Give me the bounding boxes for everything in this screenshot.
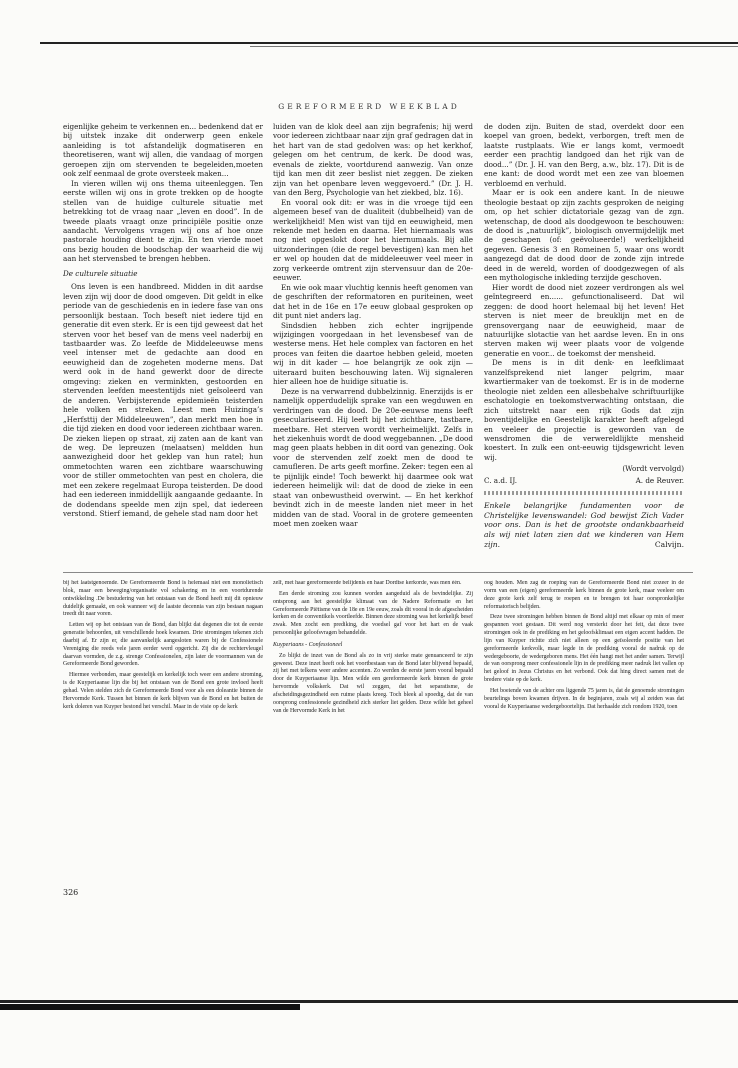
paragraph: En vooral ook dit: er was in die vroege tijd een algemeen besef van de dualiteit (dubbelheid) van de werkelijkheid! Men wist van tijd en eeuwigheid, men rekende met heden en daarna. Het hiernamaals was nog niet opgeslokt door het hiernumaals. Bij alle uitzonderingen (die de regel bevestigen) kan men het er wel op houden dat de middeleeuwer veel meer in zorg verkeerde omtrent zijn stervensuur dan de 20e-eeuwer.: [273, 197, 473, 283]
paragraph: In vieren willen wij ons thema uiteenleggen. Ten eerste willen wij ons in grote trekken op de hoogte stellen van de huidige culturele situatie met betrekking tot de vraag naar „leven en dood”. In de tweede plaats vraagt onze principiële positie onze aandacht. Vervolgens vragen wij ons af hoe onze pastorale houding dient te zijn. En ten vierde moet ons bezig houden de boodschap der waarheid die wij aan het stervensbed te brengen hebben.: [63, 178, 263, 264]
paragraph: Hiermee verbonden, maar geestelijk en kerkelijk toch weer een andere stroming, is de Kuyperiaanse lijn die bij het ontstaan van de Bond een grote invloed heeft gehad. Velen stelden zich de Gereformeerde Bond voor als een doleantie binnen de Hervormde Kerk. Tussen het binnen de kerk blijven van de Bond en het buiten de kerk doleren van Kuyper bestond het verschil. Maar in de visie op de kerk: [63, 672, 263, 710]
calvin-quote: [484, 501, 684, 549]
paragraph: Hier wordt de dood niet zozeer verdrongen als wel geïntegreerd en...... gefunctionaliseerd. Dat wil zeggen: de dood hoort helemaal bij het leven! Het sterven is niet meer de breuklijn met en de grensovergang naar de eeuwigheid, maar de natuurlijke slotactie van het aardse leven. En in ons sterven maken wij weer plaats voor de volgende generatie en voor... de toekomst der mensheid.: [484, 282, 684, 358]
paragraph: Het boeiende van de achter ons liggende 75 jaren is, dat de genoemde stromingen beurtelings boven kwamen drijven. In de beginjaren, zoals wij al zeiden was dat vooral de Kuyperiaanse wedergeboortelijn. Dat herhaalde zich rondom 1920, toen: [484, 687, 684, 710]
section-heading: De culturele situatie: [63, 268, 138, 278]
signature-row: [484, 476, 684, 485]
to-be-continued: (Wordt vervolgd): [622, 464, 684, 474]
scan-edge-bottom: [0, 1000, 738, 1003]
paragraph: zelf, met haar gereformeerde belijdenis en haar Dordtse kerkorde, was men één.: [273, 580, 462, 586]
scan-edge-top: [40, 42, 738, 44]
paragraph: En wie ook maar vluchtig kennis heeft genomen van de geschriften der reformatoren en puriteinen, weet dat het in de 16e en 17e eeuw globaal gesproken op dit punt niet anders lag.: [273, 282, 473, 321]
article-column-3: [484, 122, 684, 567]
paragraph: luiden van de klok deel aan zijn begrafenis; hij werd voor iedereen zichtbaar naar zijn graf gedragen dat in het hart van de stad gedolven was: op het kerkhof, gelegen om het centrum, de kerk. De dood was, evenals de ziekte, voortdurend aanwezig. Van onze tijd kan men dit zeer beslist niet zeggen. De zieken zijn van het openbare leven weggevoerd.” (Dr. J. H. van den Berg, Psychologie van het ziekbed, blz. 16).: [273, 122, 473, 198]
paragraph: De mens is in dit denk- en leefklimaat vanzelfsprekend niet langer pelgrim, maar kwartiermaker van de toekomst. Er is in de moderne theologie niet zelden een allesbehalve schriftuurlijke eschatologie en toekomstverwachting ontstaan, die zich uitstrekt naar een rijk Gods dat zijn boventijdelijke en Geestelijk karakter heeft afgelegd en veeleer de projectie is geworden van de wensdromen die de verwereldlijkte mensheid koestert. In zulk een ont-eeuwig tijdsgewricht leven wij.: [484, 358, 684, 462]
section-heading: Kuyperiaans - Confessioneel: [273, 641, 343, 648]
paragraph: oog houden. Men zag de roeping van de Gereformeerde Bond niet zozeer in de vorm van een (eigen) gereformeerde kerk binnen de grote kerk, maar veeleer om deze grote kerk zelf terug te roepen en te brengen tot haar oorspronkelijke reformatorisch belijden.: [484, 580, 684, 610]
lower-column-2: [273, 580, 473, 840]
signature-initials: C. a.d. IJ.: [484, 475, 517, 485]
paragraph: Ons leven is een handbreed. Midden in dit aardse leven zijn wij door de dood omgeven. Dit geldt in elke periode van de geschiedenis en in iedere fase van ons persoonlijk bestaan. Toch beseft niet iedere tijd en generatie dit even sterk. Er is een tijd geweest dat het sterven voor het besef van de mens veel naderbij en tastbaarder was. Zo leefde de Middeleeuwse mens veel intenser met de gedachte aan dood en eeuwigheid dan de zogeheten moderne mens. Dat werd ook in de hand gewerkt door de directe omgeving: zieken en verminkten, gestoorden en stervenden leefden meestentijds niet geïsoleerd van de anderen. Verbijsterende epidemieën teisterden hele volken en streken. Leest men Huizinga’s „Herfsttij der Middeleeuwen”, dan merkt men hoe in die tijd zieken en dood voor iedereen zichtbaar waren. De zieken liepen op straat, zij zaten aan de kant van de weg. De lepreuzen (melaatsen) meldden hun aanwezigheid door het geklep van hun ratel; hun ommetochten waren een zichtbare waarschuwing voor de stiller ommetochten van pest en cholera, die met een zekere regelmaat Europa teisterden. De dood had een iedereen inmiddellijk aangaande gedaante. In de dodendans speelde men zijn spel, dat iedereen verstond. Stierf iemand, de gehele stad nam door het: [63, 282, 263, 519]
paragraph: Zo blijkt de inzet van de Bond als zo in vrij sterke mate genuanceerd te zijn geweest. Deze inzet heeft ook het voortbestaan van de Bond later blijvend bepaald, zij het met telkens weer andere accenten. Zo werden de eerste jaren vooral bepaald door de Kuyperiaanse lijn. Men wilde een gereformeerde kerk binnen de grote hervormde volkskerk. Dat wil zeggen, dat het separatisme, de afscheidingsgezindheid een ruime plaats kreeg. Toch bleek al spoedig, dat de van oorsprong confessionele gezindheid zich sterker liet gelden. Deze wilde het geheel van de Hervormde Kerk in het: [273, 652, 473, 714]
paragraph: Deze is na verwarrend dubbelzinnig. Enerzijds is er namelijk opperdudelijk sprake van een wegduwen en verdringen van de dood. De 20e-eeuwse mens leeft geseculariseerd. Hij leeft bij het zichtbare, tastbare, meetbare. Het sterven wordt verheimelijkt. Zelfs in het ziekenhuis wordt de dood weggebannen. „De dood mag geen plaats hebben in dit oord van genezing. Ook voor de stervenden zelf zoekt men de dood te camufleren. De arts geeft morfine. Zeker: tegen een al te pijnlijk einde! Toch bewerkt hij daarmee ook wat iedereen heimelijk wil: dat de dood de zieke in een staat van onbewustheid overwint. — En het kerkhof bevindt zich in de meeste landen niet meer in het midden van de stad. Vooral in de grotere gemeenten moet men zoeken waar: [273, 386, 473, 529]
running-header: GEREFORMEERD WEEKBLAD: [278, 102, 460, 111]
scan-edge-bottom-shadow: [0, 1004, 300, 1010]
lower-column-3: [484, 580, 684, 840]
scan-edge-top-secondary: [250, 46, 738, 47]
paragraph: Een derde stroming zou kunnen worden aangeduid als de bevindelijke. Zij ontsprong aan het geestelijke klimaat van de Nadere Reformatie en het Gereformeerde Piëtisme van de 18e en 19e eeuw, zoals dit vooral in de afgescheiden kerken en de conventikels voortleefde. Binnen deze stroming was het kerkelijk besef zwak. Men zocht een prediking, die voedsel gaf voor het hart en de vaak persoonlijke geloofsvragen behandelde.: [273, 590, 473, 637]
signature-author: A. de Reuver.: [635, 475, 684, 485]
paragraph: de doden zijn. Buiten de stad, overdekt door een koepel van groen, bedekt, verborgen, treft men de laatste rustplaats. Wie er langs komt, vermoedt eerder een prachtig landgoed dan het rijk van de dood...” (Dr. J. H. van den Berg, a.w., blz. 17). Dit is de ene kant: de dood wordt met een zee van bloemen verbloemd en verhuld.: [484, 122, 684, 188]
paragraph: Deze twee stromingen hebben binnen de Bond altijd met elkaar op min of meer gespannen voet gestaan. Dit werd nog versterkt door het feit, dat deze twee stromingen ook in de prediking en het geloofsklimaat een eigen accent hadden. De lijn van Kuyper richtte zich niet alleen op een geïsoleerde positie van het gereformeerde kerkvolk, maar legde in de prediking vooral de nadruk op de wedergeboorte, de wedergeboren mens. Het één hangt met het ander samen. Terwijl de van oorsprong meer confessionele lijn in de prediking meer nadruk liet vallen op het geloof in Jezus Christus en het verbond. Ook dat hing direct samen met de bredere visie op de kerk.: [484, 614, 684, 684]
section-divider: [63, 572, 693, 573]
quote-text: Enkele belangrijke fundamenten voor de Christelijke levenswandel: God bewijst Zich Vader voor ons. Dan is het de grootste ondankbaarheid als wij niet laten zien dat we kinderen van Hem zijn.: [484, 501, 684, 549]
paragraph: eigenlijke geheim te verkennen en... bedenkend dat er bij uitstek inzake dit onderwerp geen enkele aanleiding is tot afstandelijk dogmatiseren en theoretiseren, want wij allen, die vandaag of morgen geroepen zijn om stervenden te begeleiden,moeten ook zelf eenmaal de grote oversteek maken...: [63, 122, 263, 179]
lower-column-1: [63, 580, 263, 840]
article-column-2: [273, 122, 473, 567]
wavy-separator: [484, 491, 684, 495]
article-column-1: [63, 122, 263, 567]
paragraph: Letten wij op het ontstaan van de Bond, dan blijkt dat degenen die tot de eerste generatie behoorden, uit verschillende hoek kwamen. Drie stromingen tekenen zich daarbij af. Er zijn er, die aanvankelijk aangesloten waren bij de Confessionele Vereniging die reeds vele jaren eerder werd opgericht. Zij die de rechtervleugel daarvan vormden, de z.g. strenge Confessionelen, zijn later de voormannen van de Gereformeerde Bond geworden.: [63, 622, 263, 668]
quote-author: Calvijn.: [654, 539, 684, 549]
paragraph: Sindsdien hebben zich echter ingrijpende wijzigingen voorgedaan in het levensbesef van de westerse mens. Het hele complex van factoren en het proces van feiten die daartoe hebben geleid, moeten wij in dit kader — hoe belangrijk ze ook zijn — uiteraard buiten beschouwing laten. Wij signaleren hier alleen hoe de huidige situatie is.: [273, 320, 473, 387]
paragraph: bij het laatstgenoemde. De Gereformeerde Bond is helemaal niet een monolietisch blok, maar een beweging/organisatie vol schakering en in een voortdurende ontwikkeling .De bestudering van het ontstaan van de Bond heeft mij dit opnieuw duidelijk gemaakt, en ook wanneer wij de laatste decennia van zijn bestaan nagaan treedt dit naar voren.: [63, 580, 263, 618]
page-number: 326: [63, 888, 79, 897]
paragraph: Maar er is ook een andere kant. In de nieuwe theologie bestaat op zijn zachts gesproken de neiging om, op het schier dictatoriale gezag van de zgn. wetenschap, de dood als doodgewoon te beschouwen: de dood is „natuurlijk”, biologisch onvermijdelijk met de geschapen (of: geëvolueerde!) werkelijkheid gegeven. Genesis 3 en Romeinen 5, waar ons wordt aangezegd dat de dood door de zonde zijn intrede deed in de wereld, worden of doodgezwegen of als een mythologische inkleding terzijde geschoven.: [484, 188, 684, 283]
